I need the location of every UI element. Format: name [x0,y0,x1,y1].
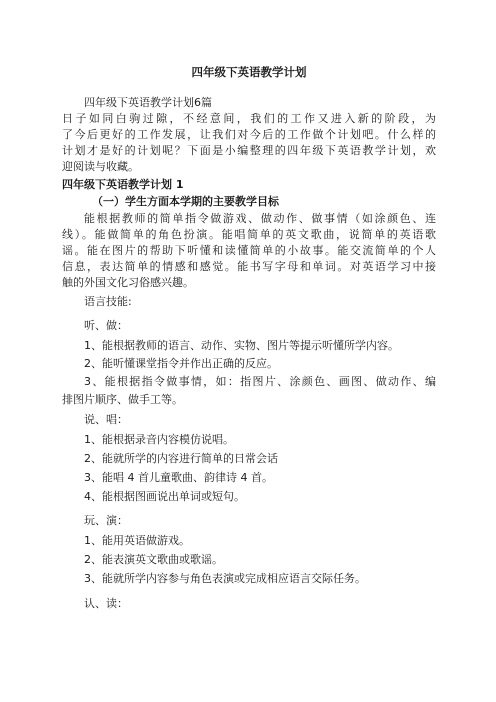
goals-line-2: 线）。能做简单的角色扮演。能唱简单的英文歌曲，说简单的英语歌 [62,228,436,241]
section-heading: 四年级下英语教学计划 1 [62,178,184,191]
speak-item-2: 2、能就所学的内容进行简单的日常会话 [84,452,278,465]
subtitle: 四年级下英语教学计划6篇 [84,96,212,109]
listen-item-3-cont: 排图片顺序、做手工等。 [62,393,183,406]
speak-item-4: 4、能根据图画说出单词或短句。 [84,490,245,503]
speak-label: 说、唱： [84,413,128,426]
goals-line-5: 触的外国文化习俗感兴趣。 [62,276,194,289]
listen-label: 听、做： [84,319,128,332]
intro-line-2: 了今后更好的工作发展，让我们对今后的工作做个计划吧。什么样的 [62,128,436,141]
sub-heading: （一）学生方面本学期的主要教学目标 [92,195,279,208]
goals-line-3: 谣。能在图片的帮助下听懂和读懂简单的小故事。能交流简单的个人 [62,244,436,257]
listen-item-1: 1、能根据教师的语言、动作、实物、图片等提示听懂所学内容。 [84,339,399,352]
play-item-3: 3、能就所学内容参与角色表演或完成相应语言交际任务。 [84,572,366,585]
speak-item-1: 1、能根据录音内容模仿说唱。 [84,433,234,446]
skills-label: 语言技能: [84,295,132,308]
listen-item-2: 2、能听懂课堂指令并作出正确的反应。 [84,357,278,370]
read-label: 认、读： [84,597,128,610]
listen-item-3: 3、能根据指令做事情，如：指图片、涂颜色、画图、做动作、编 [84,375,436,388]
intro-line-4: 迎阅读与收藏。 [62,160,139,173]
intro-line-3: 计划才是好的计划呢？下面是小编整理的四年级下英语教学计划，欢 [62,144,436,157]
play-item-2: 2、能表演英文歌曲或歌谣。 [84,553,223,566]
play-label: 玩、演： [84,514,128,527]
intro-line-1: 日子如同白驹过隙，不经意间，我们的工作又进入新的阶段，为 [62,112,436,125]
play-item-1: 1、能用英语做游戏。 [84,534,190,547]
document-title: 四年级下英语教学计划 [191,65,307,79]
goals-line-4: 信息，表达简单的情感和感觉。能书写字母和单词。对英语学习中接 [62,260,436,273]
goals-line-1: 能根据教师的简单指令做游戏、做动作、做事情（如涂颜色、连 [84,212,436,225]
speak-item-3: 3、能唱 4 首儿童歌曲、韵律诗 4 首。 [84,471,273,484]
